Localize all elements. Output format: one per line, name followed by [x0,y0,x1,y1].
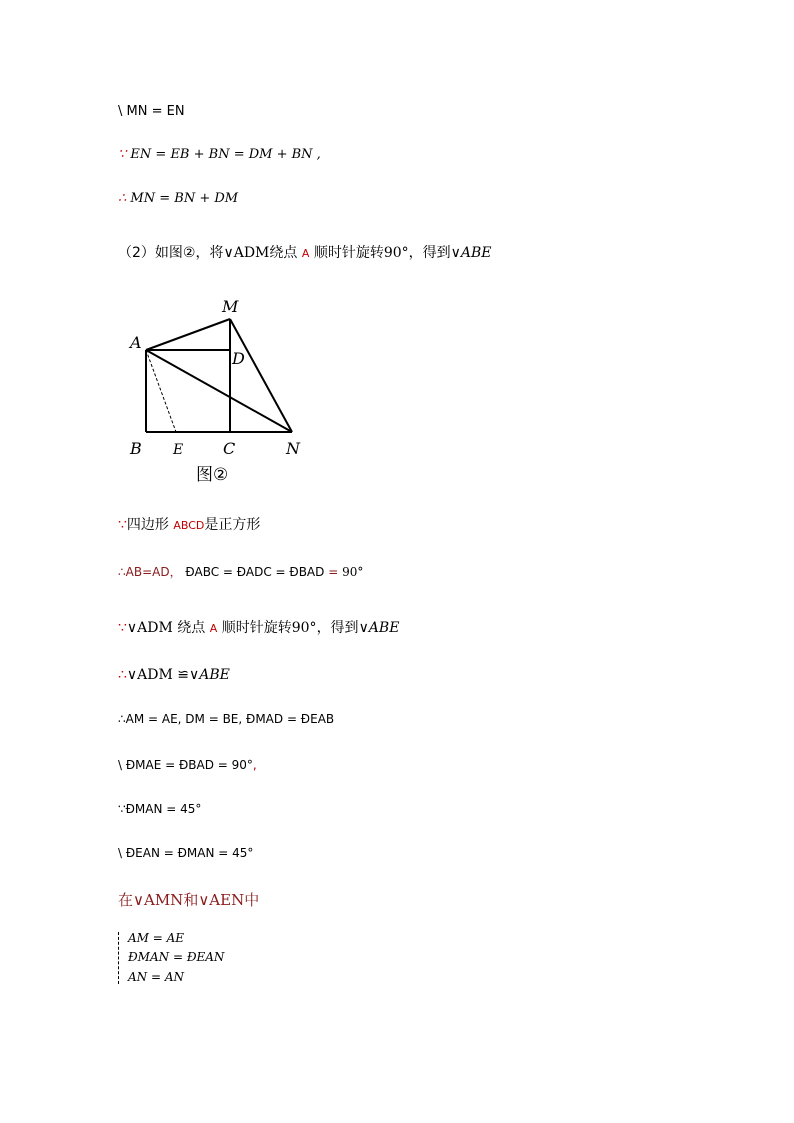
text-abcd: ABCD [173,519,205,532]
triangle-abe: ∨ABE [358,620,400,636]
angle-90: 90° [291,620,317,636]
text-mae-equals: \ ÐMAE = ÐBAD = 90° [118,758,253,772]
text-man-ean: ÐMAN = ÐEAN [128,950,225,964]
label-c: C [223,439,236,458]
text-clockwise: 顺时针旋转 [313,245,384,261]
comma: , [252,758,257,772]
label-d: D [232,349,245,368]
figure-caption: 图② [196,465,229,485]
line-en-expansion [118,147,321,162]
text-is-square: 是正方形 [204,517,261,533]
line-square [118,514,260,534]
label-n: N [286,439,300,458]
text-in: 在 [118,891,134,909]
line-rotation [118,617,399,637]
congruent-symbol: ≌ [177,667,190,683]
text-part-2-intro: （2）如图②，将 [118,245,224,261]
geometry-figure [118,290,318,490]
because-symbol: ∵ [118,517,127,533]
triangle-adm: ∨ADM [126,667,173,683]
triangle-aen: ∨AEN [198,891,245,909]
line-equalities [118,712,334,726]
line-ab-ad [118,563,363,580]
label-m: M [222,297,239,316]
because-symbol: ∵ [118,620,127,636]
line-mae [118,758,257,772]
therefore-symbol: ∴ [118,667,127,683]
text-angles-equal: ÐABC = ÐADC = ÐBAD [185,565,325,579]
point-a-label: A [209,622,218,635]
text-an-an: AN = AN [128,970,185,984]
line-mn-en [118,104,185,119]
point-a-label: A [301,247,310,260]
label-a: A [130,333,142,352]
text-middle: 中 [244,891,260,909]
triangle-abe: ∨ABE [189,667,230,683]
text-clockwise: 顺时针旋转 [221,620,292,636]
system-row-2 [128,950,224,964]
text-rotate-around: 绕点 [177,620,206,636]
edge-am [146,319,230,350]
edge-ae-dashed [146,350,176,432]
text-obtain: ，得到 [408,245,451,261]
angle-90: 90° [383,245,409,261]
line-in-triangles [118,889,259,910]
triangle-abe: ∨ABE [450,245,492,261]
line-ean [118,846,253,860]
text-ean-45: \ ÐEAN = ÐMAN = 45° [118,846,254,860]
line-congruent [118,667,230,683]
text-rotate-around: 绕点 [269,245,298,261]
text-en-expansion: EN = EB + BN = DM + BN , [130,147,321,162]
angle-90: 90° [342,565,364,579]
brace [118,932,125,984]
system-row-1 [128,931,184,945]
triangle-adm: ∨ADM [223,245,270,261]
text-obtain: ，得到 [316,620,359,636]
label-e: E [173,442,184,458]
equals-sign: = [324,565,343,579]
text-quadrilateral: 四边形 [126,517,169,533]
text-am-ae: AM = AE [128,931,185,945]
text-and: 和 [183,891,199,909]
text-mn-result: MN = BN + DM [130,191,239,206]
line-man [118,802,201,816]
triangle-amn: ∨AMN [133,891,184,909]
line-mn-result [118,191,238,206]
system-row-3 [128,970,184,984]
because-symbol: ∵ [118,147,127,162]
text-ab-equals-ad: ∴AB=AD， [118,565,182,579]
therefore-symbol: ∴ [118,191,127,206]
text-equalities: ∴AM = AE, DM = BE, ÐMAD = ÐEAB [118,712,335,726]
text-man-45: ∵ÐMAN = 45° [118,802,202,816]
text-mn-equals-en: \ MN = EN [118,104,185,119]
triangle-adm: ∨ADM [126,620,173,636]
label-b: B [130,439,142,458]
line-part-2 [118,242,492,262]
